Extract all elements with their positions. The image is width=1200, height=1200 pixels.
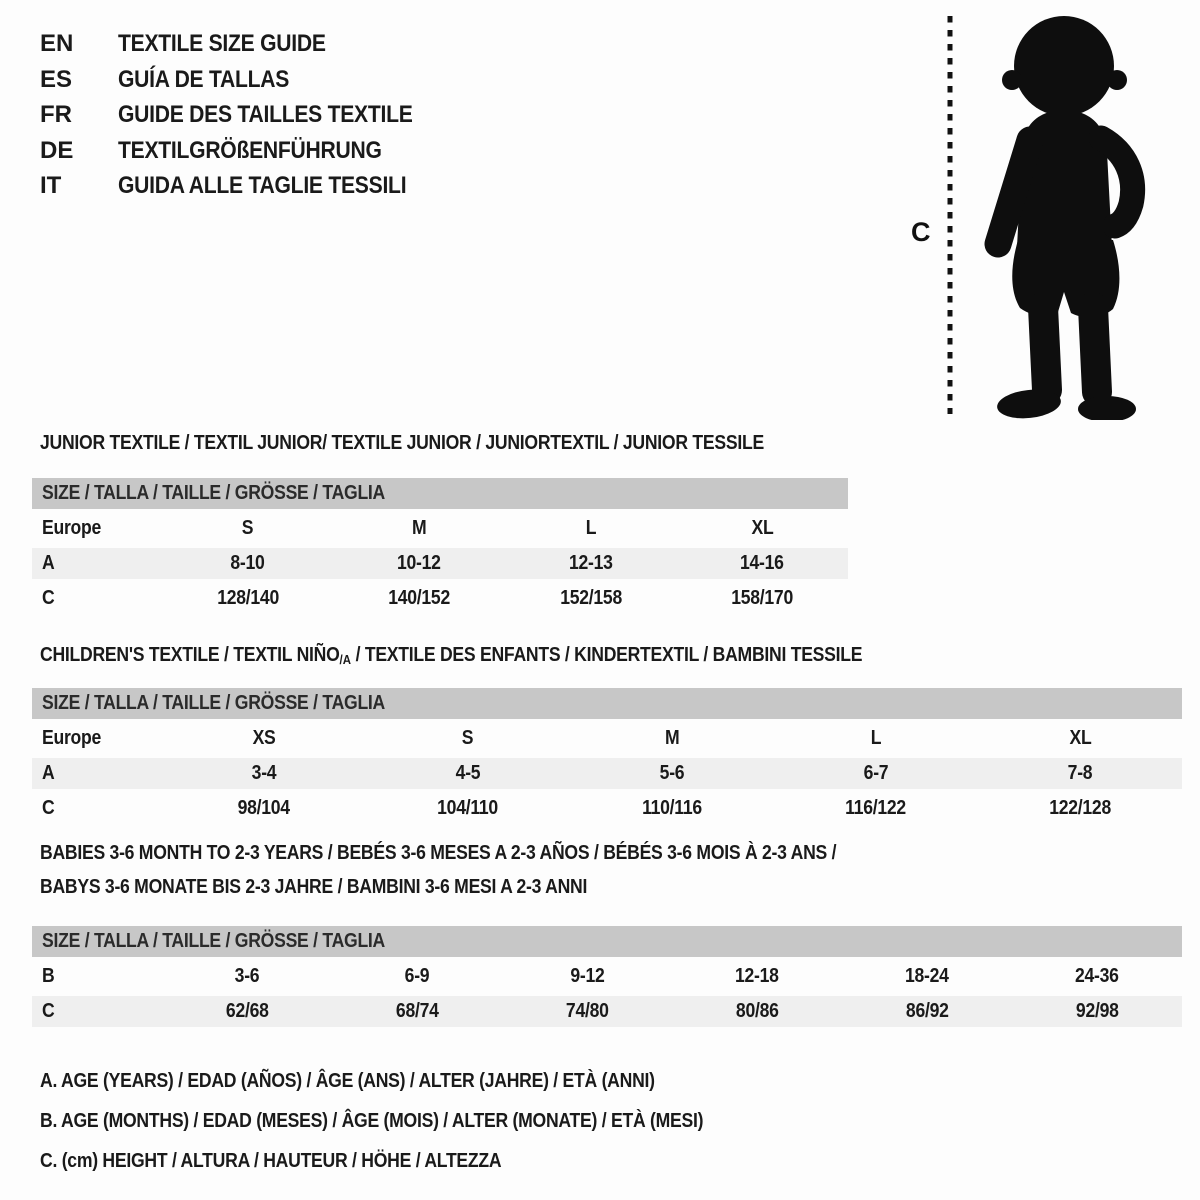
language-code: ES [40,65,73,93]
height-cell: 158/170 [731,587,794,609]
language-row-en [40,26,453,62]
row-label: C [42,1000,55,1022]
junior-row-age [32,548,848,579]
age-cell: 6-7 [863,762,889,784]
size-cell: L [870,727,882,749]
guide-title-fr: GUIDE DES TAILLES TEXTILE [118,101,413,129]
children-row-height [32,793,1182,824]
babies-size-table [32,926,1182,1031]
height-cell: 98/104 [237,797,291,819]
months-cell: 6-9 [404,965,430,987]
height-cell: 86/92 [905,1000,949,1022]
toddler-silhouette-icon [996,16,1136,420]
size-cell: XL [751,517,774,539]
size-cell: XS [252,727,276,749]
junior-size-header-bar: SIZE / TALLA / TAILLE / GRÖSSE / TAGLIA [32,478,848,509]
age-cell: 14-16 [740,552,785,574]
height-cell: 152/158 [559,587,622,609]
height-cell: 80/86 [735,1000,779,1022]
language-row-es [40,62,453,98]
language-code: DE [40,136,74,164]
junior-size-table [32,478,848,618]
language-code: EN [40,30,74,57]
babies-row-months [32,961,1182,992]
language-row-fr [40,97,453,133]
height-cell: 74/80 [565,1000,609,1022]
children-size-table [32,688,1182,828]
children-section-title: CHILDREN'S TEXTILE / TEXTIL NIÑO/A / TEXTILE DES ENFANTS / KINDERTEXTIL / BAMBINI TESSILE [40,644,863,667]
junior-row-europe [32,513,848,544]
legend-line-b: B. AGE (MONTHS) / EDAD (MESES) / ÂGE (MOIS) / ALTER (MONATE) / ETÀ (MESI) [40,1110,704,1132]
row-label: A [42,552,55,574]
language-row-it [40,168,453,204]
guide-title-it: GUIDA ALLE TAGLIE TESSILI [118,172,407,200]
language-code: IT [40,172,62,200]
row-label: C [42,797,55,819]
size-cell: M [664,727,680,749]
junior-section-title: JUNIOR TEXTILE / TEXTIL JUNIOR/ TEXTILE JUNIOR / JUNIORTEXTIL / JUNIOR TESSILE [40,432,764,454]
age-cell: 8-10 [230,552,265,574]
months-cell: 24-36 [1075,965,1119,987]
age-cell: 4-5 [455,762,481,784]
guide-title-de: TEXTILGRÖßENFÜHRUNG [118,136,382,164]
babies-row-height [32,996,1182,1027]
row-label: A [42,762,55,784]
size-cell: S [462,727,474,749]
guide-title-en: TEXTILE SIZE GUIDE [118,30,326,57]
height-cell: 92/98 [1075,1000,1119,1022]
measure-label-c: C [911,217,931,247]
babies-section-title-line1: BABIES 3-6 MONTH TO 2-3 YEARS / BEBÉS 3-6 MESES A 2-3 AÑOS / BÉBÉS 3-6 MOIS À 2-3 ANS / [40,842,837,864]
babies-section-title-line2: BABYS 3-6 MONATE BIS 2-3 JAHRE / BAMBINI 3-6 MESI A 2-3 ANNI [40,876,588,898]
children-row-europe [32,723,1182,754]
size-cell: L [585,517,596,539]
junior-row-height [32,583,848,614]
babies-size-header-bar: SIZE / TALLA / TAILLE / GRÖSSE / TAGLIA [32,926,1182,957]
nino-a-subscript: /A [339,652,351,667]
children-size-header-bar: SIZE / TALLA / TAILLE / GRÖSSE / TAGLIA [32,688,1182,719]
language-row-de [40,133,453,169]
height-cell: 122/128 [1049,797,1111,819]
legend-line-a: A. AGE (YEARS) / EDAD (AÑOS) / ÂGE (ANS) / ALTER (JAHRE) / ETÀ (ANNI) [40,1070,655,1092]
row-label: C [42,587,55,609]
height-cell: 104/110 [437,797,499,819]
guide-title-es: GUÍA DE TALLAS [118,65,290,93]
height-measure-figure [898,8,1150,420]
row-label: Europe [42,727,102,749]
size-cell: M [412,517,427,539]
legend-line-c: C. (cm) HEIGHT / ALTURA / HAUTEUR / HÖHE / ALTEZZA [40,1150,502,1172]
age-cell: 3-4 [251,762,277,784]
age-cell: 12-13 [568,552,613,574]
months-cell: 3-6 [234,965,260,987]
months-cell: 12-18 [735,965,779,987]
age-cell: 10-12 [397,552,442,574]
age-cell: 5-6 [659,762,685,784]
height-cell: 62/68 [225,1000,269,1022]
age-cell: 7-8 [1067,762,1093,784]
height-cell: 116/122 [845,797,907,819]
height-cell: 128/140 [216,587,279,609]
height-cell: 110/116 [642,797,702,819]
row-label: B [42,965,55,987]
size-cell: S [242,517,254,539]
height-cell: 140/152 [388,587,451,609]
children-row-age [32,758,1182,789]
language-code: FR [40,101,72,129]
language-title-list [40,26,453,204]
size-cell: XL [1069,727,1091,749]
months-cell: 9-12 [569,965,605,987]
months-cell: 18-24 [905,965,949,987]
height-cell: 68/74 [395,1000,439,1022]
row-label: Europe [42,517,102,539]
